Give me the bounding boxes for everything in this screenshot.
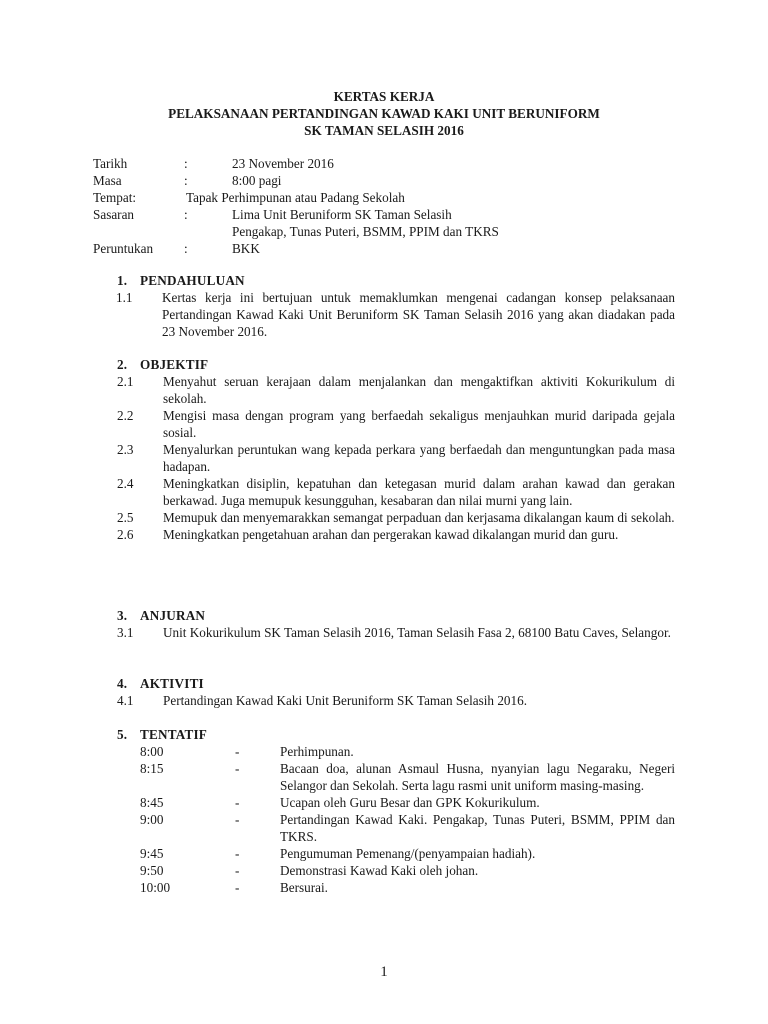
doc-school: SK TAMAN SELASIH 2016 (304, 123, 464, 138)
list-item (117, 692, 675, 709)
schedule-row (117, 794, 675, 811)
meta-colon: : (184, 207, 188, 222)
item-number: 2.1 (117, 374, 134, 389)
meta-value: 8:00 pagi (232, 173, 282, 188)
schedule-text: Pertandingan Kawad Kaki. Pengakap, Tunas Puteri, BSMM, PPIM dan TKRS. (280, 812, 675, 844)
schedule-time: 10:00 (140, 880, 171, 895)
schedule-dash: - (235, 761, 240, 776)
schedule-time: 9:45 (140, 846, 164, 861)
section-number: 3. (117, 608, 128, 623)
section-title (117, 356, 675, 373)
schedule-dash: - (235, 744, 240, 759)
section-anjuran (117, 607, 675, 641)
section-aktiviti (117, 675, 675, 709)
meta-row-masa (93, 172, 693, 189)
meta-row-peruntukan (93, 240, 693, 257)
item-text: Unit Kokurikulum SK Taman Selasih 2016, Taman Selasih Fasa 2, 68100 Batu Caves, Selangor. (163, 625, 671, 640)
schedule-text: Bacaan doa, alunan Asmaul Husna, nyanyian lagu Negaraku, Negeri Selangor dan Sekolah. Serta lagu rasmi unit uniform masing-masing. (280, 761, 675, 793)
list-item (117, 526, 675, 543)
item-text: Meningkatkan disiplin, kepatuhan dan ketegasan murid dalam arahan kawad dan gerakan berkawad. Juga memupuk kesungguhan, kesabaran dan nilai murni yang lain. (163, 476, 675, 508)
schedule-dash: - (235, 812, 240, 827)
doc-title: KERTAS KERJA (333, 89, 435, 104)
meta-row-tempat (93, 189, 693, 206)
page-number: 1 (380, 964, 388, 980)
list-item (117, 475, 675, 509)
list-item (117, 373, 675, 407)
item-number: 1.1 (116, 290, 133, 305)
item-text: Kertas kerja ini bertujuan untuk memaklumkan mengenai cadangan konsep pelaksanaan Pertandingan Kawad Kaki Unit Beruniform SK Taman Selasih 2016 yang akan diadakan pada 23 November 2016. (162, 290, 675, 339)
schedule-row (117, 879, 675, 896)
item-number: 2.3 (117, 442, 134, 457)
section-number: 4. (117, 676, 128, 691)
schedule-dash: - (235, 846, 240, 861)
meta-block (93, 155, 693, 257)
item-number: 2.2 (117, 408, 134, 423)
schedule-text: Ucapan oleh Guru Besar dan GPK Kokurikulum. (280, 795, 540, 810)
section-heading: ANJURAN (140, 608, 206, 623)
meta-value: 23 November 2016 (232, 156, 334, 171)
item-text: Meningkatkan pengetahuan arahan dan pergerakan kawad dikalangan murid dan guru. (163, 527, 619, 542)
schedule-row (117, 862, 675, 879)
meta-label: Sasaran (93, 207, 135, 222)
schedule-row (117, 743, 675, 760)
section-heading: OBJEKTIF (140, 357, 209, 372)
doc-subtitle: PELAKSANAAN PERTANDINGAN KAWAD KAKI UNIT BERUNIFORM (168, 106, 600, 121)
item-number: 2.6 (117, 527, 134, 542)
meta-label: Peruntukan (93, 241, 154, 256)
meta-label: Tarikh (93, 156, 128, 171)
schedule-text: Perhimpunan. (280, 744, 354, 759)
schedule-dash: - (235, 795, 240, 810)
list-item (116, 289, 675, 340)
schedule-dash: - (235, 880, 240, 895)
section-number: 5. (117, 727, 128, 742)
section-heading: AKTIVITI (140, 676, 204, 691)
schedule-time: 8:00 (140, 744, 164, 759)
meta-colon: : (184, 156, 188, 171)
meta-colon: : (184, 173, 188, 188)
list-item (117, 624, 675, 641)
meta-label: Tempat: (93, 190, 137, 205)
section-heading: PENDAHULUAN (140, 273, 245, 288)
schedule-row (117, 845, 675, 862)
schedule-row (117, 760, 675, 794)
meta-row-tarikh (93, 155, 693, 172)
schedule-time: 8:15 (140, 761, 164, 776)
item-number: 3.1 (117, 625, 134, 640)
section-number: 2. (117, 357, 128, 372)
section-title (117, 675, 675, 692)
schedule-text: Pengumuman Pemenang/(penyampaian hadiah). (280, 846, 536, 861)
item-text: Mengisi masa dengan program yang berfaedah sekaligus menjauhkan murid daripada gejala sosial. (163, 408, 675, 440)
schedule-text: Demonstrasi Kawad Kaki oleh johan. (280, 863, 479, 878)
section-objektif (117, 356, 675, 543)
schedule-text: Bersurai. (280, 880, 328, 895)
list-item (117, 441, 675, 475)
section-title (117, 726, 675, 743)
section-tentatif (117, 726, 675, 896)
meta-value (232, 206, 693, 240)
schedule-row (117, 811, 675, 845)
schedule-dash: - (235, 863, 240, 878)
list-item (117, 509, 675, 526)
meta-value: BKK (232, 241, 260, 256)
meta-row-sasaran (93, 206, 693, 240)
list-item (117, 407, 675, 441)
item-text: Pertandingan Kawad Kaki Unit Beruniform SK Taman Selasih 2016. (163, 693, 527, 708)
section-pendahuluan (117, 272, 675, 340)
item-number: 2.5 (117, 510, 134, 525)
meta-value: Tapak Perhimpunan atau Padang Sekolah (186, 190, 405, 205)
section-number: 1. (117, 273, 128, 288)
document-header (0, 88, 768, 139)
item-number: 4.1 (117, 693, 134, 708)
meta-label: Masa (93, 173, 122, 188)
schedule-time: 9:50 (140, 863, 164, 878)
item-text: Menyalurkan peruntukan wang kepada perkara yang berfaedah dan menguntungkan pada masa hadapan. (163, 442, 675, 474)
section-title (117, 272, 675, 289)
item-text: Memupuk dan menyemarakkan semangat perpaduan dan kerjasama dikalangan kaum di sekolah. (163, 510, 675, 525)
section-title (117, 607, 675, 624)
meta-value-line: Pengakap, Tunas Puteri, BSMM, PPIM dan TKRS (232, 224, 499, 239)
meta-colon: : (184, 241, 188, 256)
item-number: 2.4 (117, 476, 134, 491)
meta-value-line: Lima Unit Beruniform SK Taman Selasih (232, 207, 452, 222)
schedule-time: 8:45 (140, 795, 164, 810)
item-text: Menyahut seruan kerajaan dalam menjalankan dan mengaktifkan aktiviti Kokurikulum di sekolah. (163, 374, 675, 406)
section-heading: TENTATIF (140, 727, 208, 742)
schedule-time: 9:00 (140, 812, 164, 827)
